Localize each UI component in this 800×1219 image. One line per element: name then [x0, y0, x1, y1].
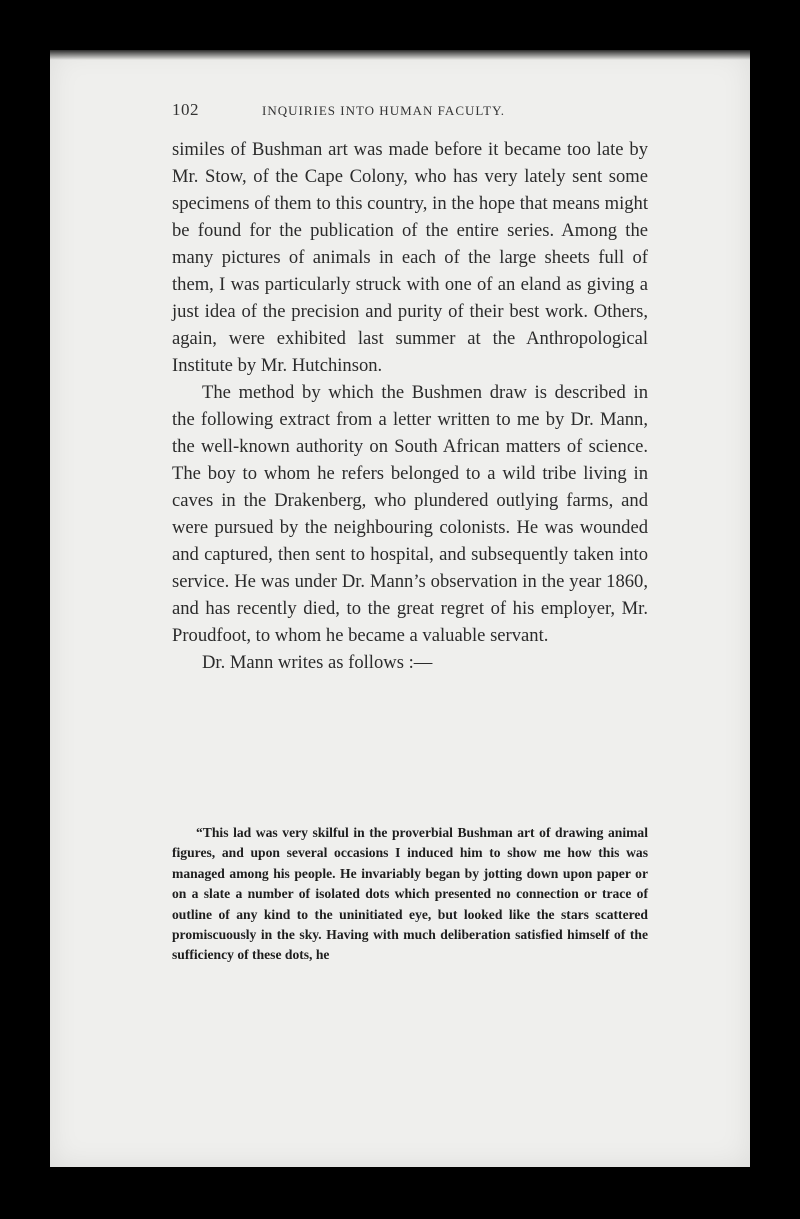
running-title: INQUIRIES INTO HUMAN FACULTY.: [262, 103, 506, 118]
block-quote: “This lad was very skilful in the proverbial Bushman art of drawing animal figures, and upon several occasions I induced him to show me how this was managed among his people. He invariably began by jotting down upon paper or on a slate a number of isolated dots which presented no connection or trace of outline of any kind to the uninitiated eye, but looked like the stars scattered promiscuously in the sky. Having with much deliberation satisfied himself of the sufficiency of these dots, he: [172, 825, 648, 963]
main-text: [172, 136, 648, 676]
paragraph-3: Dr. Mann writes as follows :—: [202, 652, 433, 673]
running-head: [172, 100, 662, 120]
page-number: 102: [172, 100, 199, 119]
page-edge-shadow: [50, 50, 750, 60]
paragraph-2: The method by which the Bushmen draw is described in the following extract from a letter written to me by Dr. Mann, the well-known authority on South African matters of science. The boy to whom he refers belonged to a wild tribe living in caves in the Drakenberg, who plundered outlying farms, and were pursued by the neighbouring colonists. He was wounded and captured, then sent to hospital, and subsequently taken into service. He was under Dr. Mann’s observation in the year 1860, and has recently died, to the great regret of his employer, Mr. Proudfoot, to whom he became a valuable servant.: [172, 382, 648, 646]
paragraph-1: similes of Bushman art was made before it became too late by Mr. Stow, of the Cape Colony, who has very lately sent some specimens of them to this country, in the hope that means might be found for the publication of the entire series. Among the many pictures of animals in each of the large sheets full of them, I was particularly struck with one of an eland as giving a just idea of the precision and purity of their best work. Others, again, were exhibited last summer at the Anthropological Institute by Mr. Hutchinson.: [172, 139, 648, 376]
